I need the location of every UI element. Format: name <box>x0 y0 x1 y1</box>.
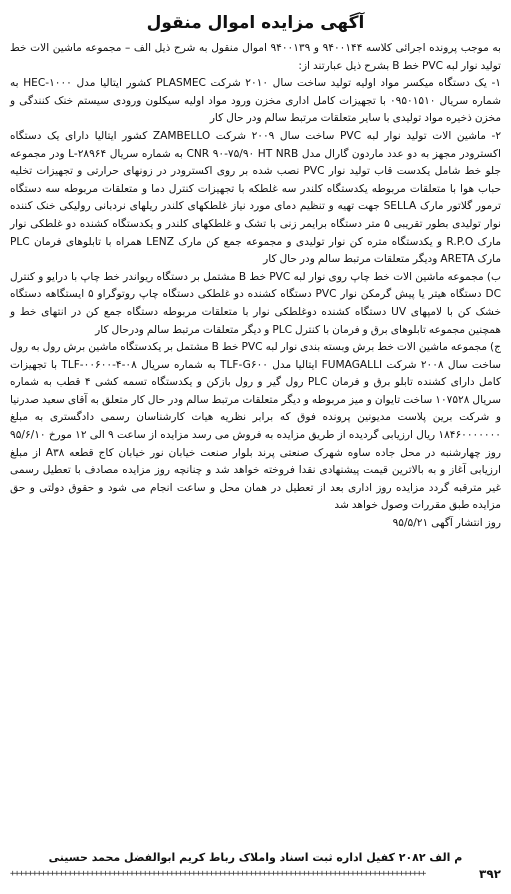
section-c-cutting-line-paragraph: ج) مجموعه ماشین الات خط برش وبسته بندی نوار لبه PVC خط B مشتمل بر یکدستگاه ماشین برش رول به رول ساخت سال ۲۰۰۸ شرکت FUMAGALLI ایتالیا مدل TLF-G۶۰۰ به شماره سریال TLF-۰۰۶۰۰-۴-۰۸ با تجهیزات کامل دارای کشنده تابلو برق و فرمان PLC رول گیر و رول بازکن و یکدستگاه تسمه کشی ۴ قطب به شماره سریال ۱۰۷۵۲۸ ساخت تایوان و میز مربوطه و دیگر متعلقات مرتبط سالم ودر حال کار متعلق به آقای سعید صدرنیا و شرکت برین پلاست مدیونین پرونده فوق که برابر نظریه هیات کارشناسان رسمی دادگستری به مبلغ ۱۸۴۶۰۰۰۰۰۰۰ ریال ارزیابی گردیده از طریق مزایده به فروش می رسد مزایده از ساعت ۹ الی ۱۲ مورخ ۹۵/۶/۱۰ روز چهارشنبه در محل جاده ساوه شهرک صنعتی پرند بلوار صنعت خیابان نور خیابان کاج قطعه A۳۸ از مبلغ ارزیابی آغاز و به بالاترین قیمت پیشنهادی نقدا فروخته خواهد شد و چنانچه روز مزایده مصادف با تعطیل رسمی غیر مترقبه گردد مزایده روز اداری بعد از تعطیل در همان محل و ساعت انجام می شود و حقوق دولتی و حق مزایده طبق مقررات وصول خواهد شد <box>10 341 502 512</box>
item-2-extruder-paragraph: ۲- ماشین الات تولید نوار لبه PVC ساخت سال ۲۰۰۹ شرکت ZAMBELLO کشور ایتالیا دارای یک دستگاه اکسترودر مجهز به دو عدد ماردون گارال مدل CNR ۹۰-۷۵/۹۰ HT NRB به شماره سریال L-۲۸۹۶۴ ودر مجموعه جلو خط شامل یکدست قاب تولید نوار PVC نصب شده بر روی اکسترودر در زونهای حرارتی و تجهیزات تخلیه حباب هوا با متعلقات مربوطه یکدستگاه کلندر سه غلطکه با تجهیزات کنترل دما و متعلقات مربوطه سه دستگاه ترمور گلاتور مارک SELLA جهت تهیه و تنظیم دمای مورد نیاز غلطکهای کلندر ریلهای نردبانی رولیکی خنک کننده نوار تولیدی بطور تقریبی ۵ متر دستگاه برایمر زنی با تشک و غلطکهای کلندر و یکدستگاه کشنده دو غلطکی نوار مارک R.P.O و یکدستگاه متره کن نوار تولیدی و مجموعه جمع کن مارک LENZ همراه با تابلوهای فرمان PLC مارک ARETA ودیگر متعلقات مرتبط سالم ودر حال کار <box>10 129 502 266</box>
notice-code: ۳۹۲ <box>479 867 501 881</box>
signature-line: م الف ۲۰۸۲ کفیل اداره ثبت اسناد واملاک رباط کریم ابوالفضل محمد حسینی <box>48 851 463 864</box>
intro-paragraph: به موجب پرونده اجرائی کلاسه ۹۴۰۰۱۴۴ و ۹۴۰۰۱۳۹ اموال منقول به شرح ذیل الف – مجموعه ماشین الات خط تولید نوار لبه PVC خط B بشرح ذیل عبارتند از: <box>10 42 502 72</box>
section-b-printing-line-paragraph: ب) مجموعه ماشین الات خط چاپ روی نوار لبه PVC خط B مشتمل بر دستگاه ریواندر خط چاپ با درایو و کنترل DC دستگاه هیتر یا پیش گرمکن نوار PVC دستگاه کشنده دو غلطکی دستگاه چاپ روتوگراو ۵ ایستگاهه دستگاه خشک کن با لامپهای UV دستگاه کشنده دوغلطکی نوار با متعلقات مربوطه دستگاه جمع کن در انتهای خط و همچنین مجموعه تابلوهای برق و فرمان با کنترل PLC و دیگر متعلقات مرتبط سالم ودرحال کار <box>10 270 501 336</box>
publication-date: روز انتشار آگهی ۹۵/۵/۲۱ <box>392 517 501 530</box>
notice-body <box>10 40 501 533</box>
notice-title: آگهی مزایده اموال منقول <box>146 13 365 33</box>
plus-separator: ++++++++++++++++++++++++++++++++++++++++++++++++++++++++++++++++++++++++++++++++++++++++++++++ <box>10 869 426 879</box>
code-line <box>10 866 501 882</box>
notice-footer <box>10 850 501 882</box>
item-1-mixer-paragraph: ۱- یک دستگاه میکسر مواد اولیه تولید ساخت سال ۲۰۱۰ شرکت PLASMEC کشور ایتالیا مدل HEC-۱۰۰۰ به شماره سریال ۰۹۵۰۱۵۱۰ با تجهیزات کامل اداری مخزن ورود مواد اولیه سیکلون ورودی سیستم خنک کنندگی و مخزن ذخیره مواد تولیدی با سایر متعلقات مرتبط سالم ودر حال کار <box>10 77 501 125</box>
